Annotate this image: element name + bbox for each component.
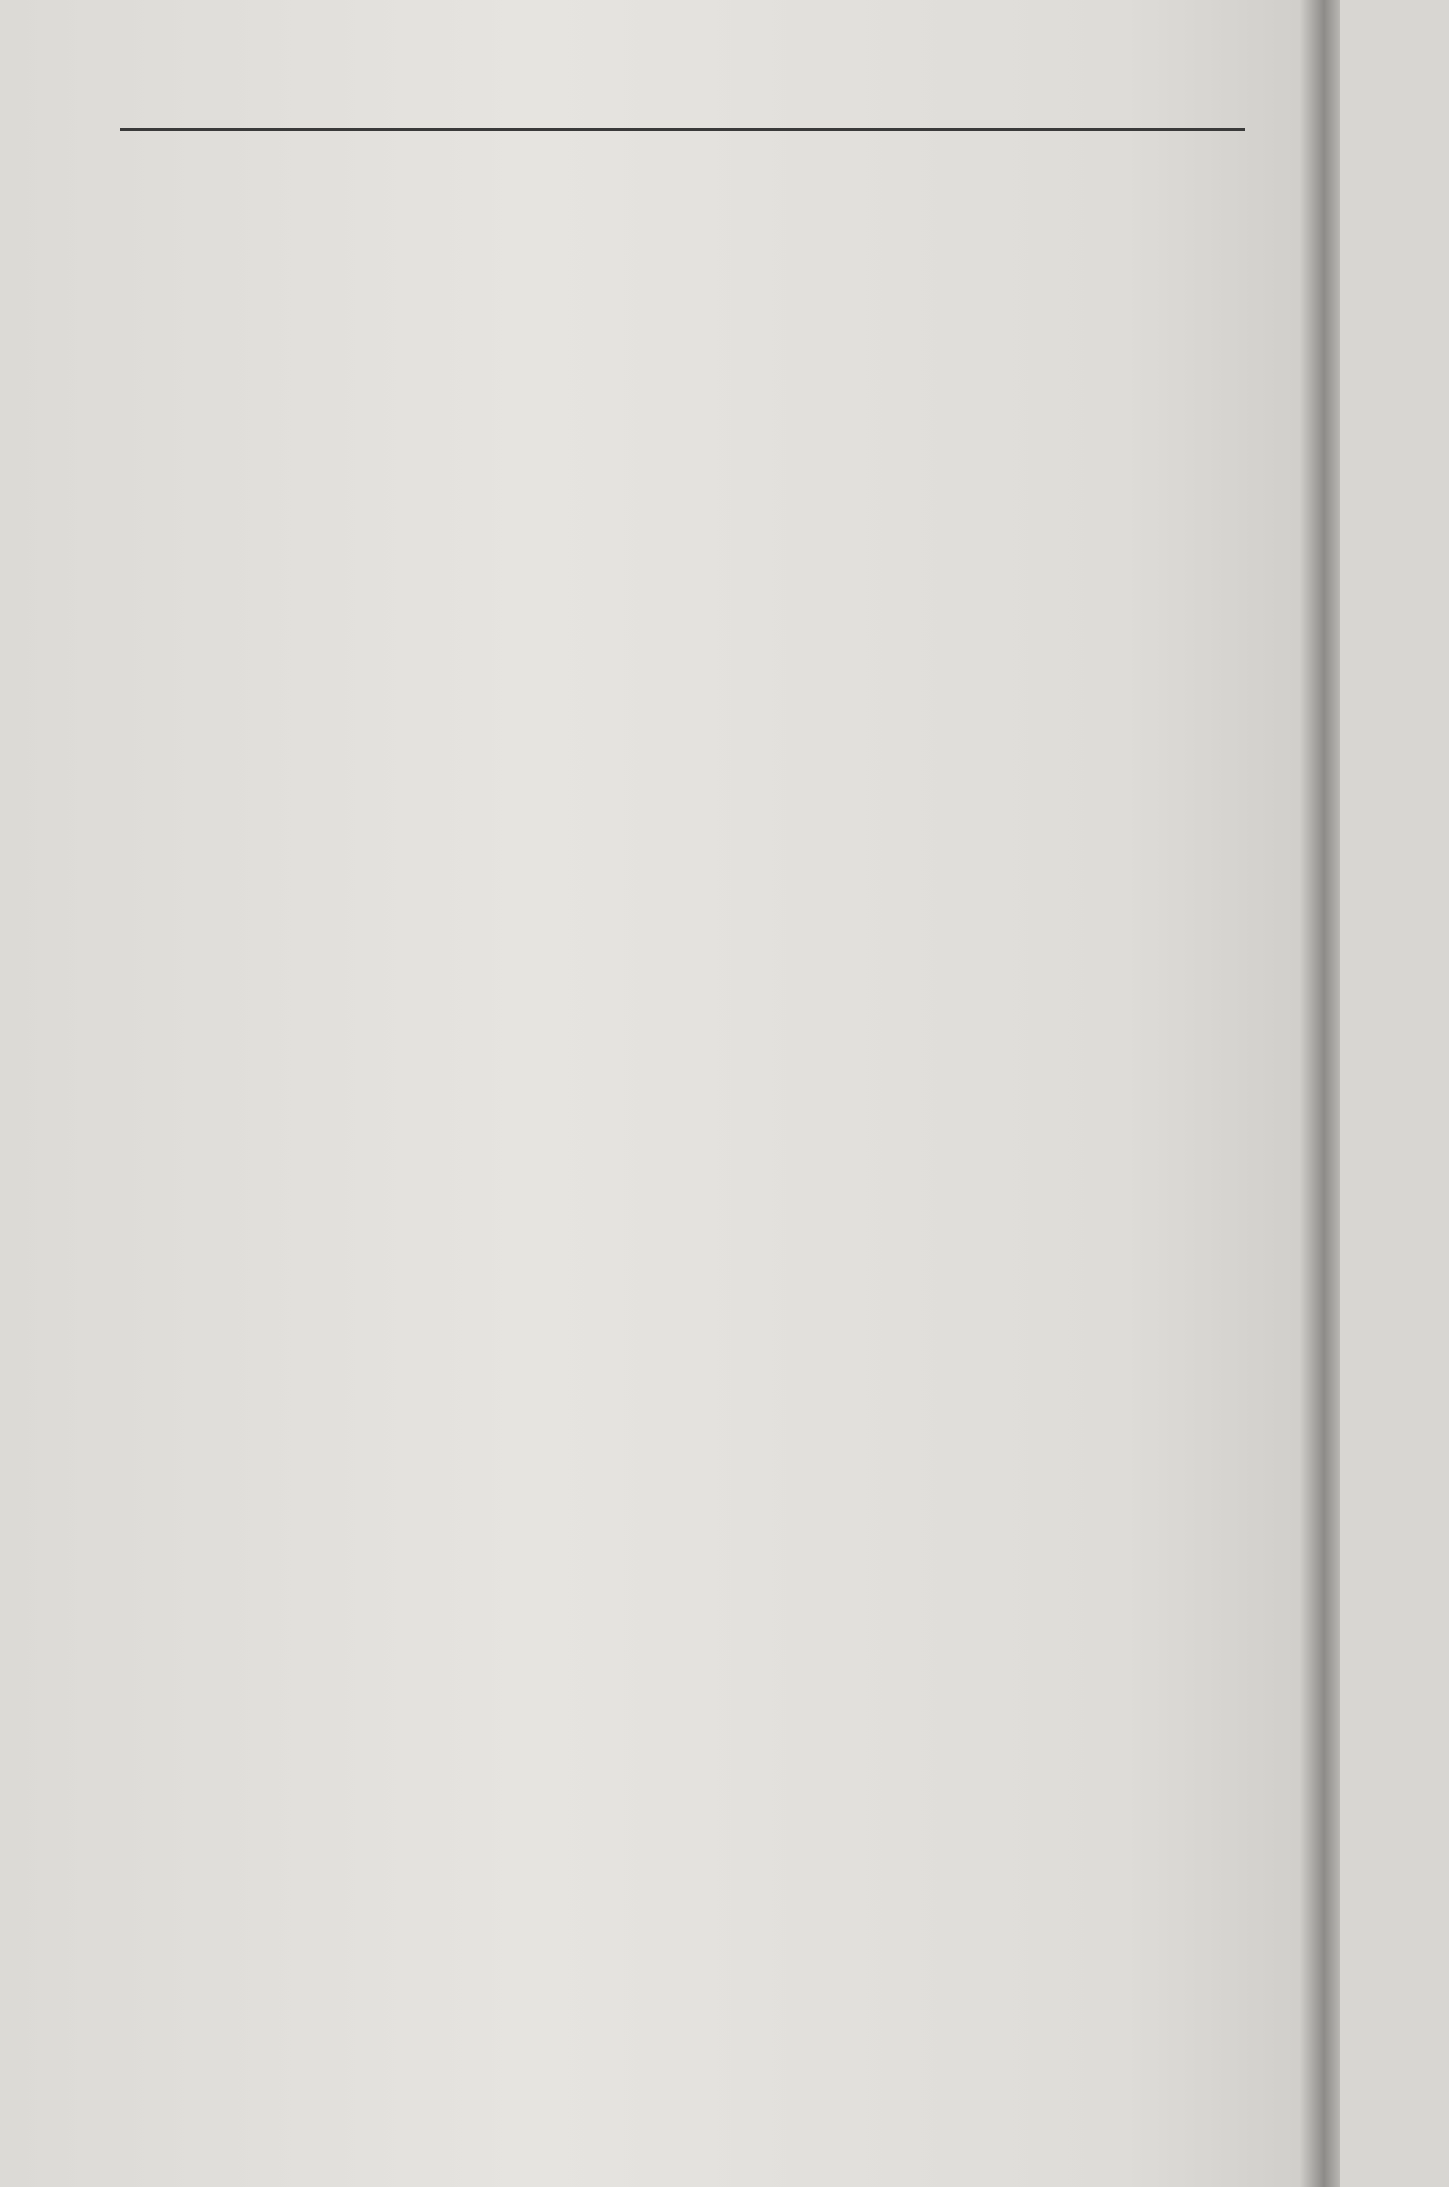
book-gutter xyxy=(1300,0,1340,2187)
header-rule xyxy=(120,128,1245,131)
adjacent-page-edge xyxy=(1340,0,1449,2187)
